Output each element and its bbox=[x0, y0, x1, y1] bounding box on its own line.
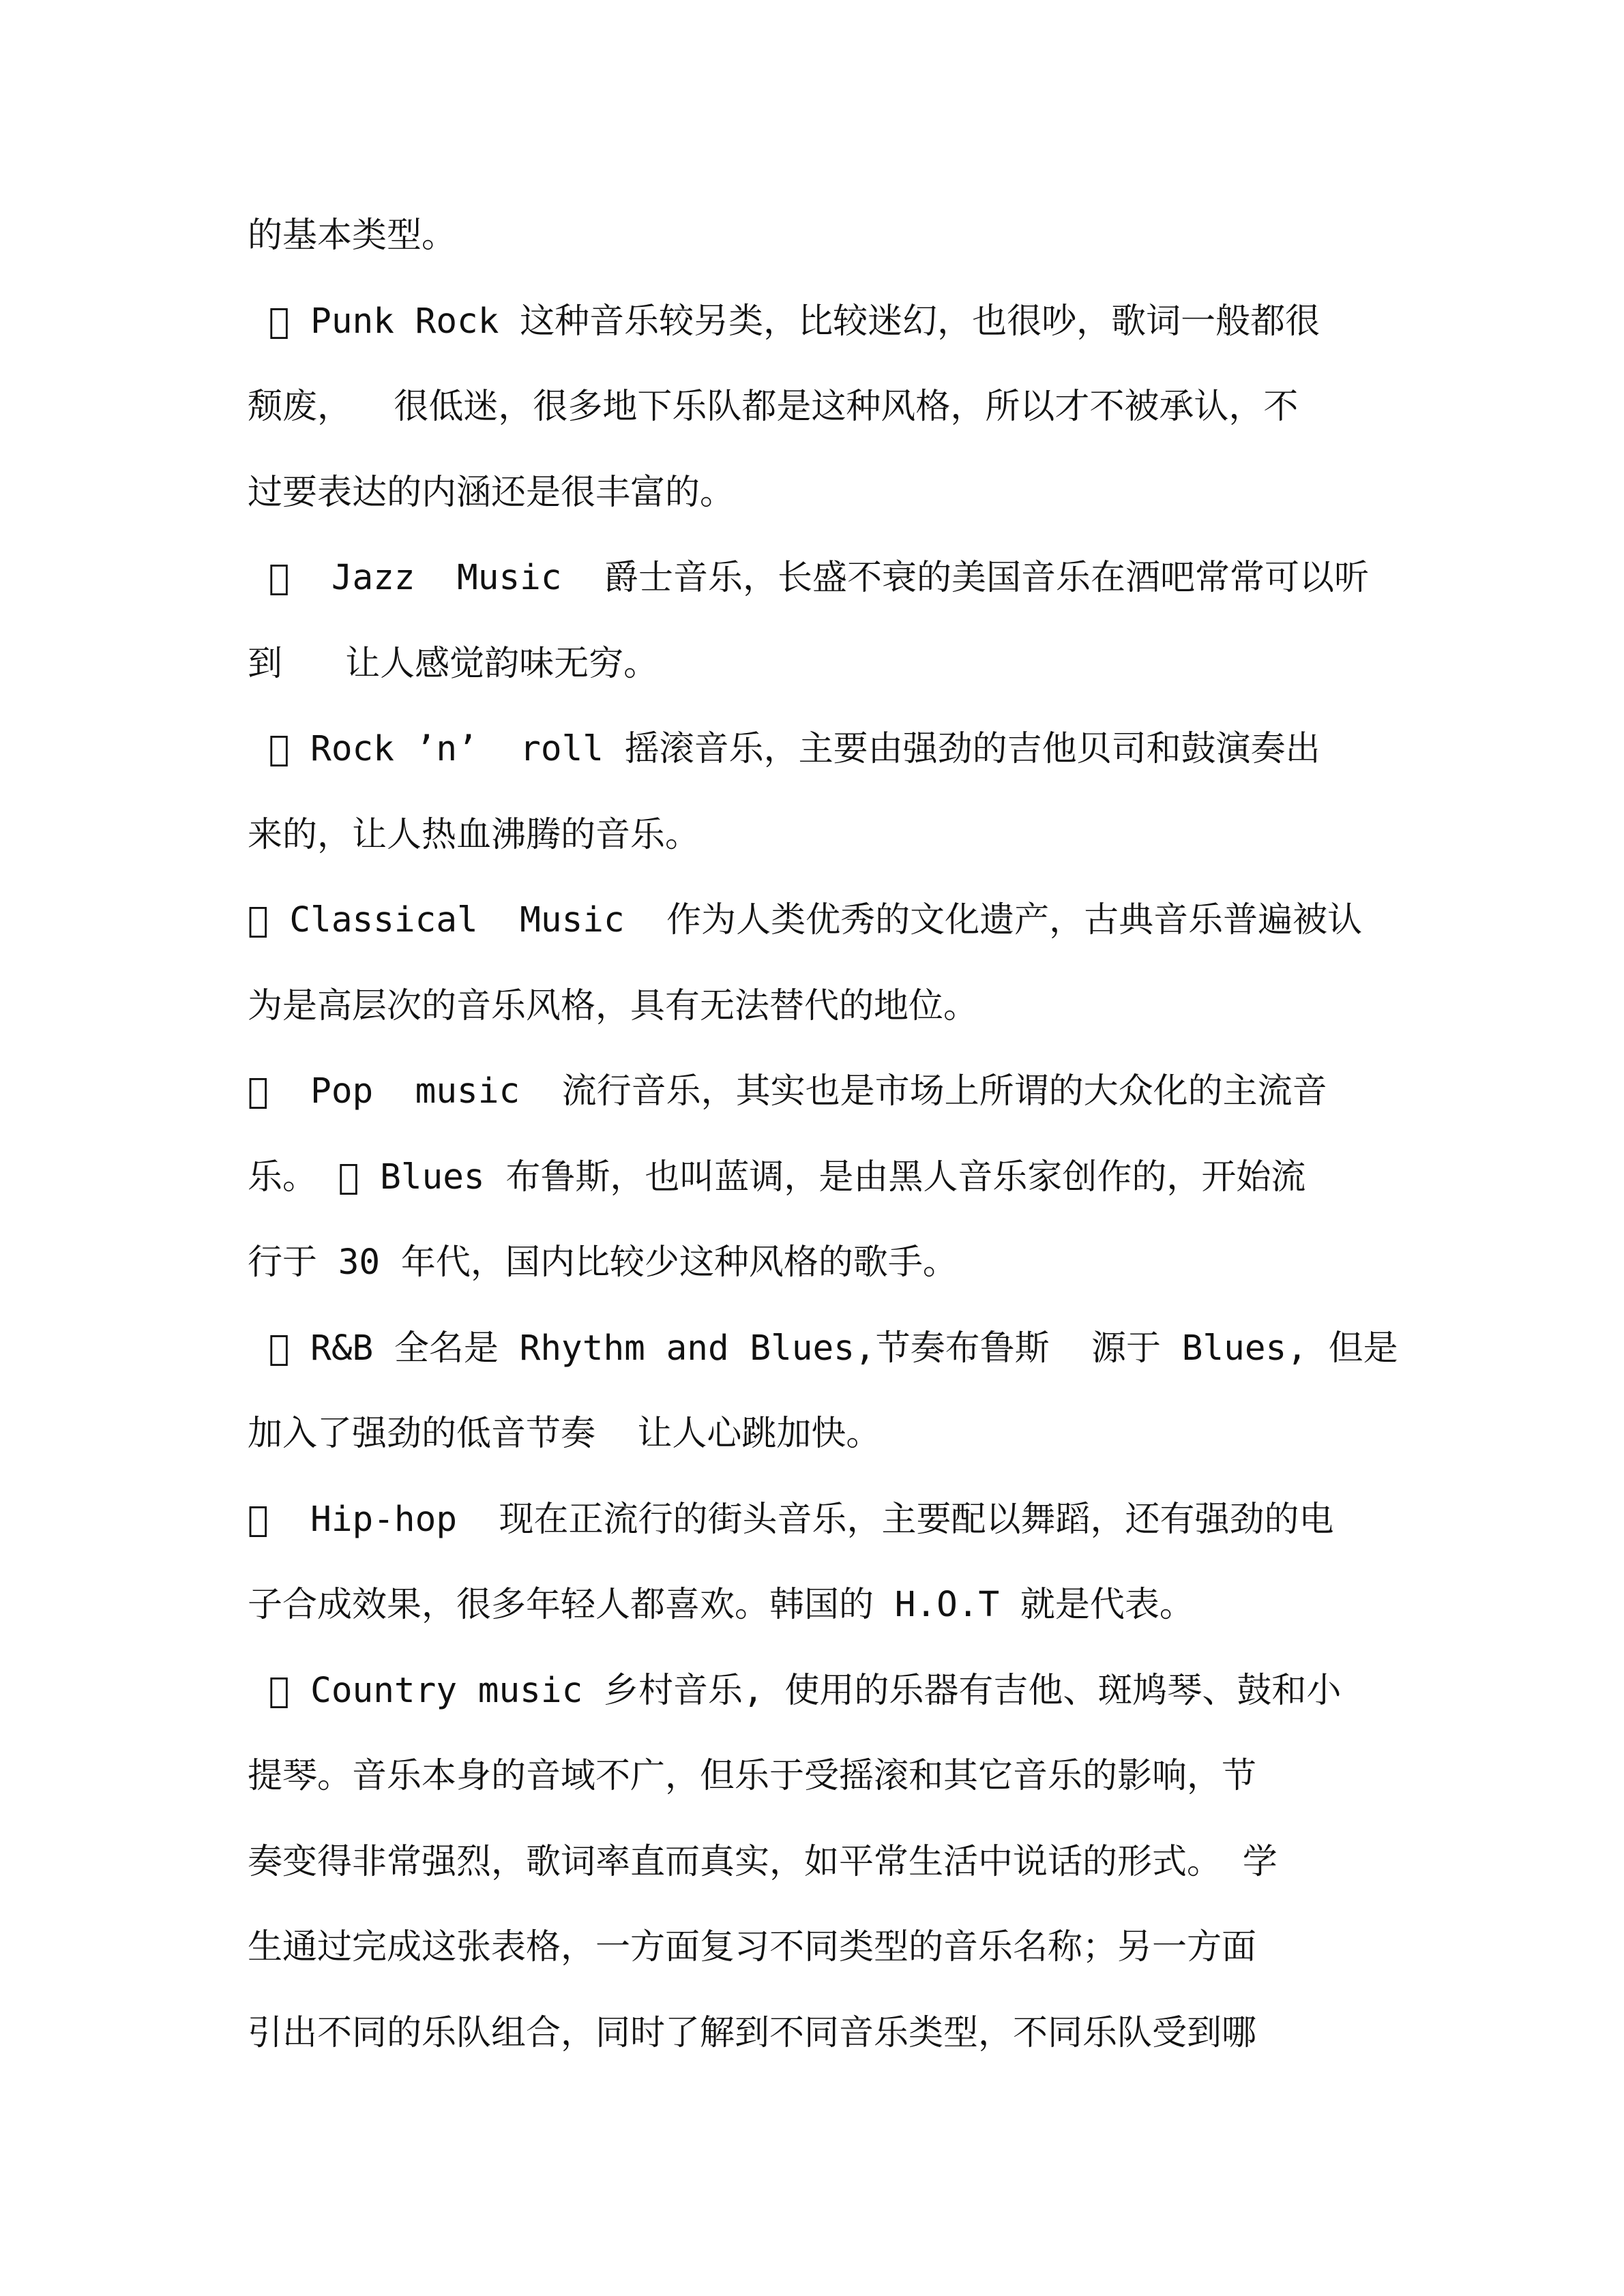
text-line: R&B 全名是 Rhythm and Blues,节奏布鲁斯 源于 Blues, 但是 bbox=[248, 1328, 1398, 1369]
text-line: Punk Rock 这种音乐较另类，比较迷幻，也很吵，歌词一般都很 bbox=[248, 301, 1320, 342]
text-line: Jazz Music 爵士音乐，长盛不衰的美国音乐在酒吧常常可以听 bbox=[248, 558, 1369, 598]
text-line: 生通过完成这张表格，一方面复习不同类型的音乐名称；另一方面 bbox=[248, 1927, 1257, 1967]
text-line: 到 让人感觉韵味无穷。 bbox=[248, 643, 659, 684]
text-line: 乐。 Blues 布鲁斯，也叫蓝调，是由黑人音乐家创作的，开始流 bbox=[248, 1157, 1306, 1197]
text-line: 颓废， 很低迷，很多地下乐队都是这种风格，所以才不被承认，不 bbox=[248, 387, 1299, 427]
text-line: Rock ’n’ roll 摇滚音乐，主要由强劲的吉他贝司和鼓演奏出 bbox=[248, 729, 1320, 769]
text-line: Hip-hop 现在正流行的街头音乐，主要配以舞蹈，还有强劲的电 bbox=[248, 1499, 1334, 1540]
text-line: 奏变得非常强烈，歌词率直而真实，如平常生活中说话的形式。 学 bbox=[248, 1841, 1278, 1882]
text-line: 为是高层次的音乐风格，具有无法替代的地位。 bbox=[248, 985, 979, 1026]
text-line: 行于 30 年代，国内比较少这种风格的歌手。 bbox=[248, 1242, 958, 1283]
text-line: 引出不同的乐队组合，同时了解到不同音乐类型，不同乐队受到哪 bbox=[248, 2012, 1257, 2053]
text-line: 过要表达的内涵还是很丰富的。 bbox=[248, 472, 735, 513]
text-line: 的基本类型。 bbox=[248, 215, 457, 256]
text-line: Classical Music 作为人类优秀的文化遗产，古典音乐普遍被认 bbox=[248, 900, 1363, 940]
text-line: 子合成效果，很多年轻人都喜欢。韩国的 H.O.T 就是代表。 bbox=[248, 1585, 1194, 1625]
text-line: 加入了强劲的低音节奏 让人心跳加快。 bbox=[248, 1414, 881, 1454]
text-line: 来的，让人热血沸腾的音乐。 bbox=[248, 814, 700, 855]
text-line: Pop music 流行音乐，其实也是市场上所谓的大众化的主流音 bbox=[248, 1071, 1327, 1112]
document-body bbox=[248, 209, 1398, 2091]
text-line: Country music 乡村音乐, 使用的乐器有吉他、斑鸠琴、鼓和小 bbox=[248, 1670, 1342, 1711]
text-line: 提琴。音乐本身的音域不广，但乐于受摇滚和其它音乐的影响，节 bbox=[248, 1756, 1257, 1796]
